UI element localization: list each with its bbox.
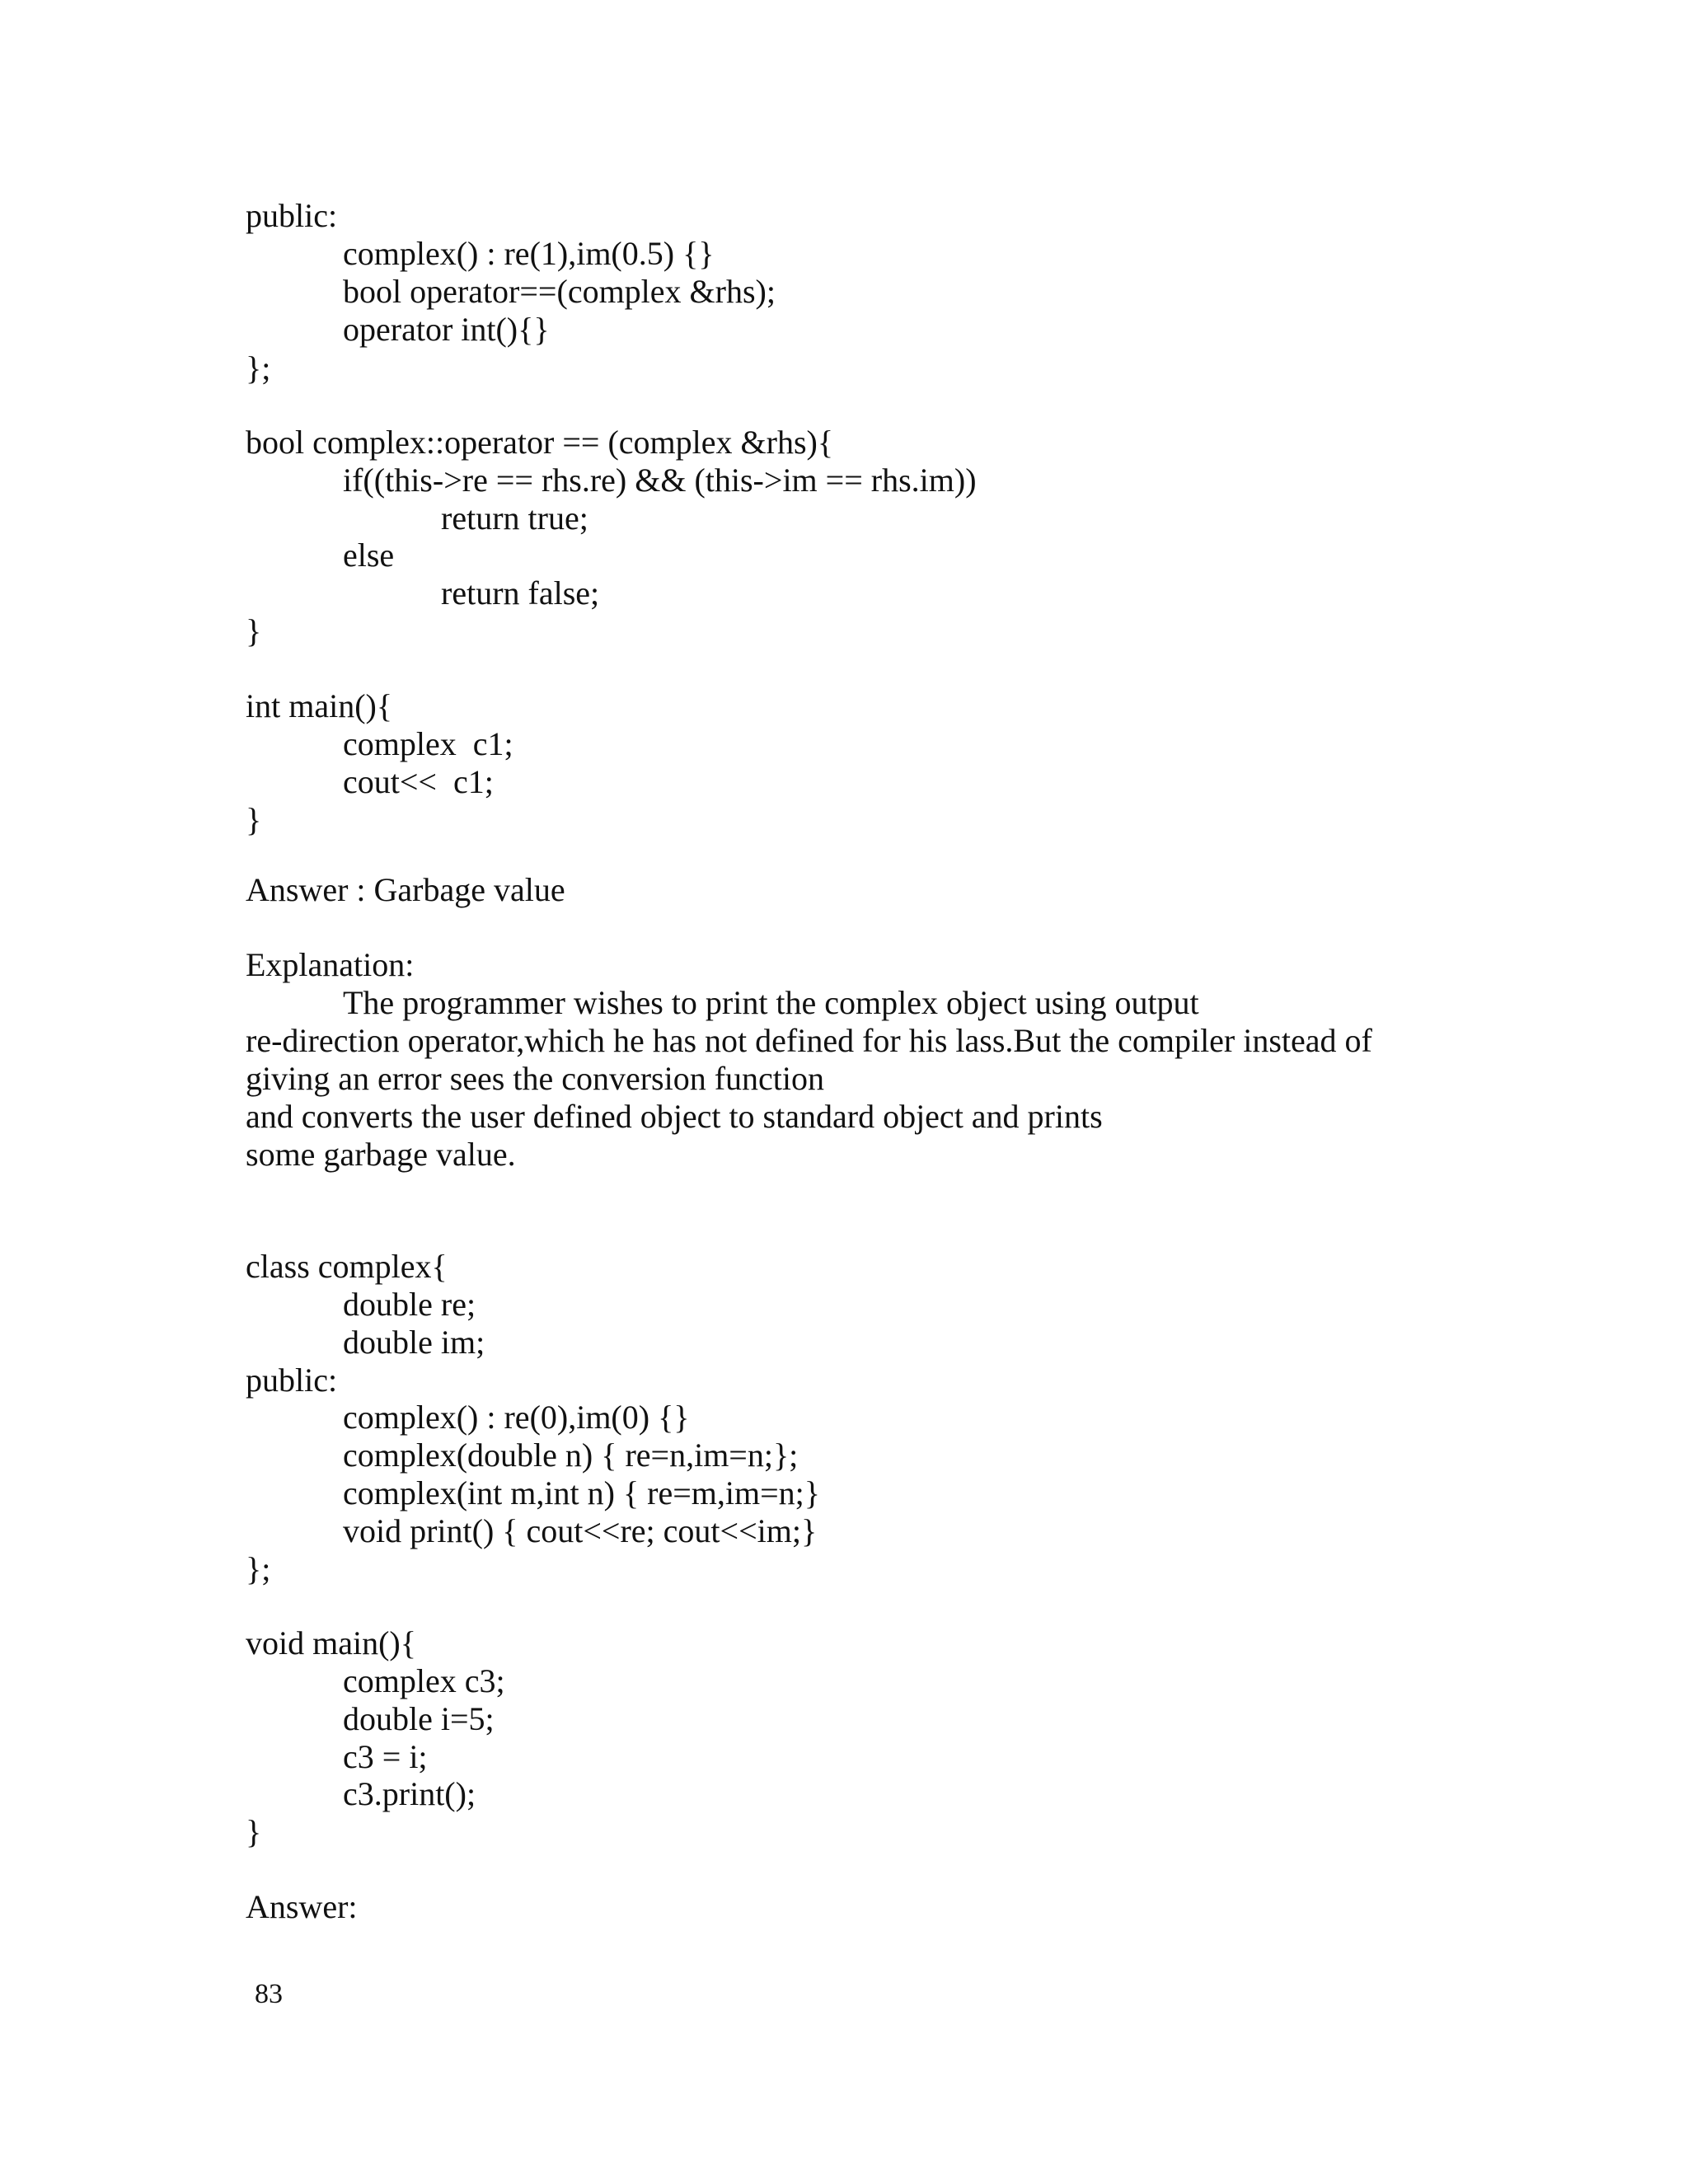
code-line: public:	[246, 1361, 338, 1399]
code-line: complex c1;	[343, 725, 513, 762]
explanation-line: re-direction operator,which he has not defined for his lass.But the compiler instead of	[246, 1022, 1372, 1059]
code-line: };	[246, 349, 271, 387]
code-line: bool operator==(complex &rhs);	[343, 273, 776, 310]
explanation-line: some garbage value.	[246, 1136, 516, 1173]
code-line: void print() { cout<<re; cout<<im;}	[343, 1512, 818, 1549]
explanation-line: and converts the user defined object to standard object and prints	[246, 1098, 1103, 1135]
code-line: double re;	[343, 1286, 476, 1323]
answer-text: Answer : Garbage value	[246, 871, 565, 908]
code-line: int main(){	[246, 687, 393, 724]
code-line: else	[343, 537, 395, 574]
explanation-line: giving an error sees the conversion function	[246, 1060, 825, 1097]
code-line: bool complex::operator == (complex &rhs){	[246, 424, 834, 461]
code-line: }	[246, 801, 262, 838]
code-line: }	[246, 1813, 262, 1850]
page-number: 83	[255, 1979, 283, 2009]
explanation-heading: Explanation:	[246, 946, 415, 983]
code-line: complex(double n) { re=n,im=n;};	[343, 1436, 799, 1474]
code-line: };	[246, 1550, 271, 1587]
code-line: complex(int m,int n) { re=m,im=n;}	[343, 1474, 820, 1511]
code-line: c3 = i;	[343, 1738, 428, 1775]
code-line: }	[246, 612, 262, 649]
code-line: c3.print();	[343, 1775, 476, 1812]
code-line: if((this->re == rhs.re) && (this->im == rhs.im))	[343, 462, 977, 499]
code-line: complex c3;	[343, 1662, 505, 1699]
code-line: complex() : re(0),im(0) {}	[343, 1399, 690, 1436]
answer-text: Answer:	[246, 1888, 358, 1925]
code-line: double im;	[343, 1324, 485, 1361]
code-line: operator int(){}	[343, 311, 550, 348]
code-line: complex() : re(1),im(0.5) {}	[343, 235, 715, 272]
code-line: return false;	[441, 574, 600, 612]
code-line: cout<< c1;	[343, 763, 494, 800]
code-line: void main(){	[246, 1624, 416, 1661]
explanation-line: The programmer wishes to print the complex object using output	[343, 984, 1199, 1021]
code-line: class complex{	[246, 1248, 448, 1285]
code-line: public:	[246, 197, 338, 234]
code-line: double i=5;	[343, 1700, 495, 1737]
code-line: return true;	[441, 499, 588, 537]
